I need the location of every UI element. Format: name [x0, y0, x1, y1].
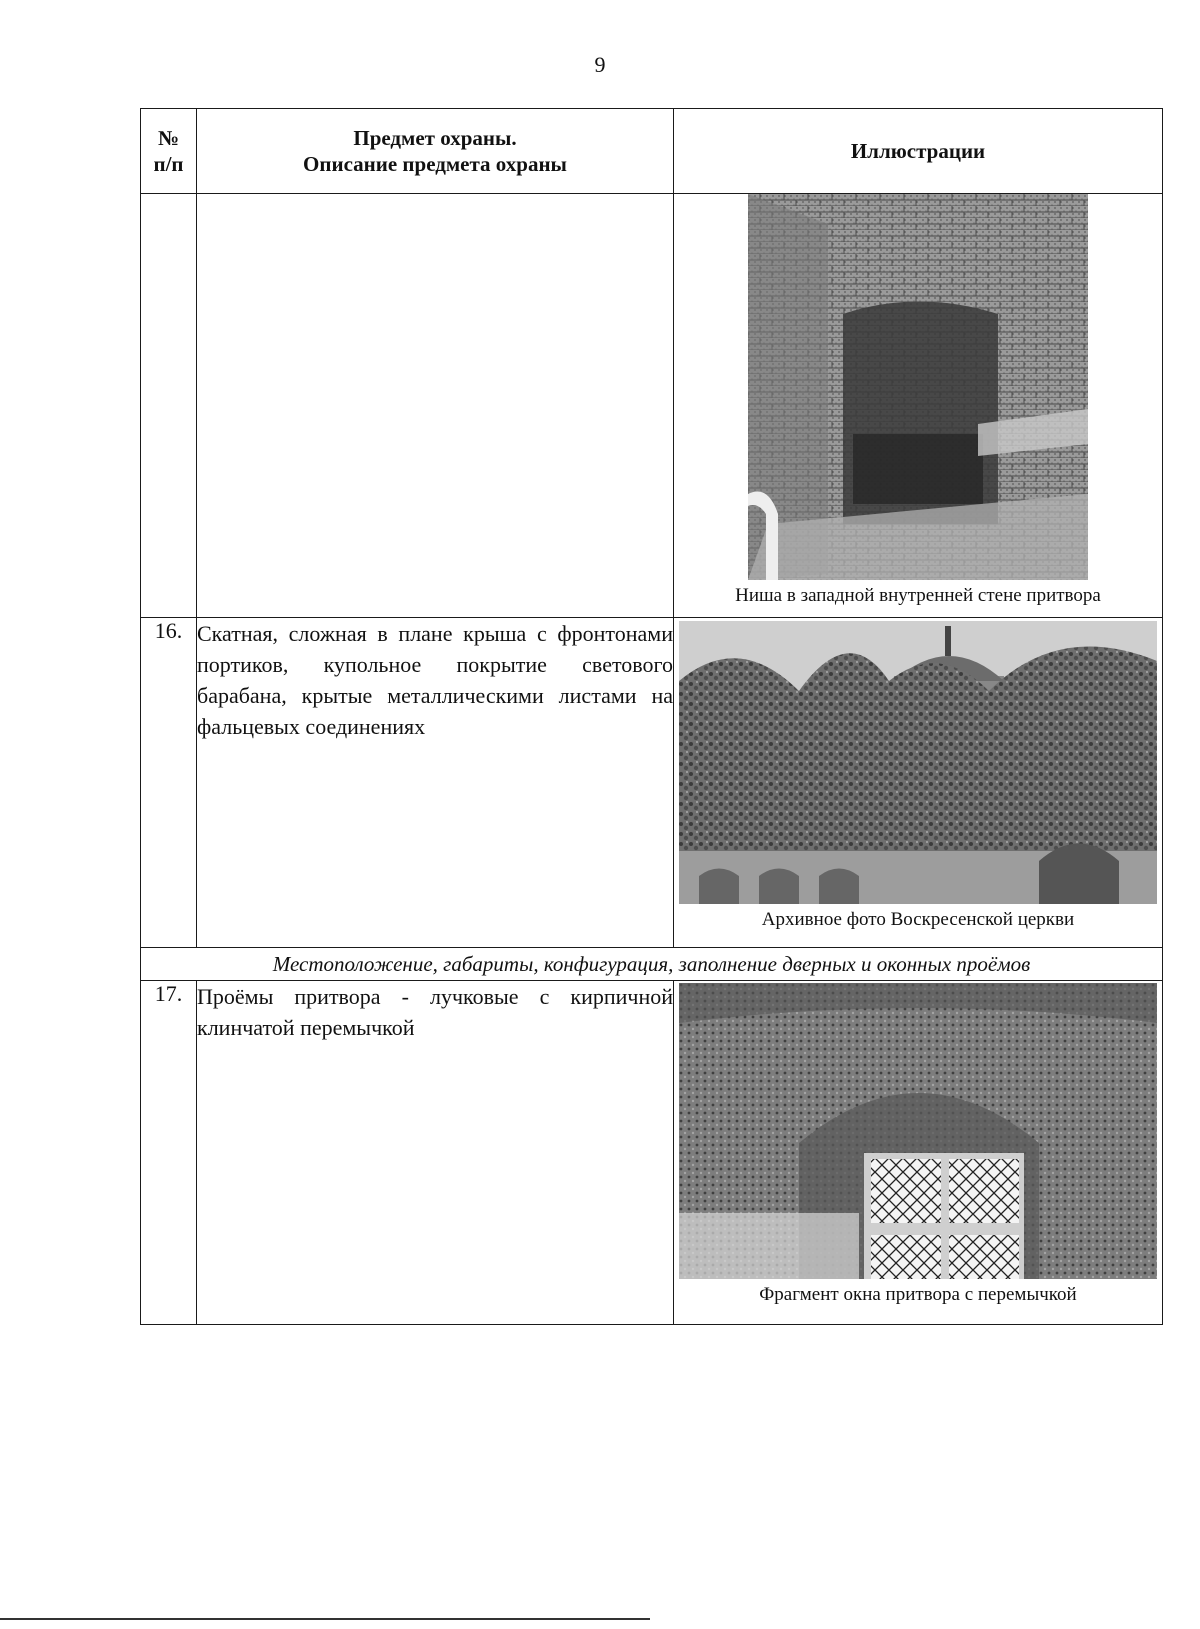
row-description: [197, 194, 674, 618]
illustration-caption: Ниша в западной внутренней стене притвора: [735, 585, 1101, 606]
row-description: Проёмы притвора - лучковые с кирпичной клинчатой перемычкой: [197, 981, 674, 1325]
bottom-rule: [0, 1618, 650, 1620]
header-number: [141, 109, 197, 194]
table-row: [141, 981, 1163, 1325]
row-number: [141, 194, 197, 618]
header-subject: [197, 109, 674, 194]
church-archive-photo: [679, 621, 1157, 904]
header-subject-line2: Описание предмета охраны: [303, 152, 567, 176]
header-subject-line1: Предмет охраны.: [353, 126, 517, 150]
header-number-line1: №: [157, 126, 180, 150]
row-number: 17.: [141, 981, 197, 1325]
illustration-caption: Архивное фото Воскресенской церкви: [761, 909, 1075, 930]
illustration-cell: [674, 194, 1163, 618]
row-description: Скатная, сложная в плане крыша с фронтонами портиков, купольное покрытие светового барабана, крытые металлическими листами на фальцевых соединениях: [197, 618, 674, 948]
protection-table: [140, 108, 1163, 1325]
illustration-cell: [674, 618, 1163, 948]
table-header-row: [141, 109, 1163, 194]
page-number: 9: [594, 52, 606, 77]
table-row: [141, 618, 1163, 948]
row-number: 16.: [141, 618, 197, 948]
illustration-cell: [674, 981, 1163, 1325]
table-row: [141, 194, 1163, 618]
header-number-line2: п/п: [153, 152, 184, 176]
section-row: [141, 948, 1163, 981]
window-fragment-photo: [679, 983, 1157, 1279]
header-illustrations: Иллюстрации: [674, 109, 1163, 194]
niche-photo: [748, 194, 1088, 580]
section-title: Местоположение, габариты, конфигурация, заполнение дверных и оконных проёмов: [141, 948, 1163, 981]
illustration-caption: Фрагмент окна притвора с перемычкой: [759, 1284, 1077, 1305]
